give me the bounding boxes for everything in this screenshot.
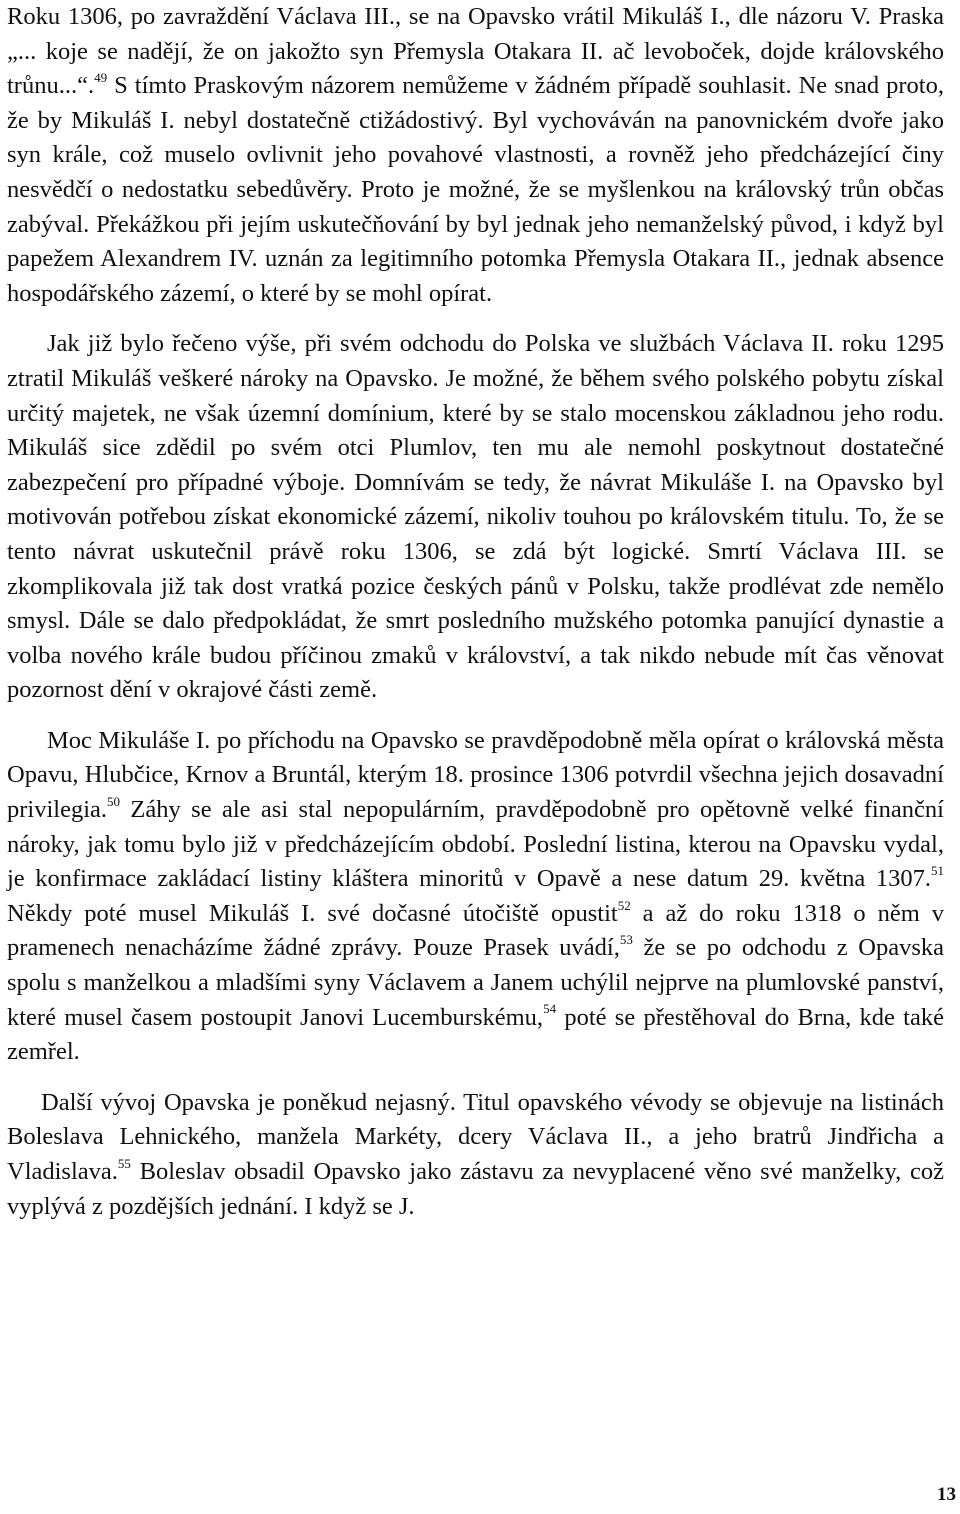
- paragraph-text: S tímto Praskovým názorem nemůžeme v žádném případě souhlasit. Ne snad proto, že by Mikuláš I. nebyl dostatečně ctižádostivý. Byl vychováván na panovnickém dvoře jako syn krále, což muselo ovlivnit jeho povahové vlastnosti, a rovněž jeho předcházející činy nesvědčí o nedostatku sebedůvěry. Proto je možné, že se myšlenkou na královský trůn občas zabýval. Překážkou při jejím uskutečňování by byl jednak jeho nemanželský původ, i když byl papežem Alexandrem IV. uznán za legitimního potomka Přemysla Otakara II., jednak absence hospodářského zázemí, o které by se mohl opírat.: [7, 72, 944, 307]
- footnote-ref-55[interactable]: 55: [117, 1155, 131, 1171]
- paragraph-4: [7, 1086, 944, 1224]
- page-number: 13: [937, 1484, 956, 1505]
- footnote-ref-52[interactable]: 52: [617, 897, 631, 913]
- footnote-ref-50[interactable]: 50: [107, 793, 121, 809]
- footnote-ref-51[interactable]: 51: [931, 863, 944, 879]
- paragraph-1: [7, 0, 944, 311]
- paragraph-text: Jak již bylo řečeno výše, při svém odchodu do Polska ve službách Václava II. roku 1295 ztratil Mikuláš veškeré nároky na Opavsko. Je možné, že během svého polského pobytu získal určitý majetek, ne však územní domínium, které by se stalo mocenskou základnou jeho rodu. Mikuláš sice zdědil po svém otci Plumlov, ten mu ale nemohl poskytnout dostatečné zabezpečení pro případné výboje. Domnívám se tedy, že návrat Mikuláše I. na Opavsko byl motivován potřebou získat ekonomické zázemí, nikoliv touhou po královském titulu. To, že se tento návrat uskutečnil právě roku 1306, se zdá být logické. Smrtí Václava III. se zkomplikovala již tak dost vratká pozice českých pánů v Polsku, takže prodlévat zde nemělo smysl. Dále se dalo předpokládat, že smrt posledního mužského potomka panující dynastie a volba nového krále budou příčinou zmaků v království, a tak nikdo nebude mít čas věnovat pozornost dění v okrajové části země.: [7, 330, 944, 704]
- paragraph-text: Moc Mikuláše I. po příchodu na Opavsko se pravděpodobně měla opírat o královská města Opavu, Hlubčice, Krnov a Bruntál, kterým 18. prosince 1306 potvrdil všechna jejich dosavadní privilegia.: [7, 726, 944, 824]
- paragraph-text: poté se přestěhoval do Brna, kde také zemřel.: [7, 1003, 944, 1066]
- paragraph-text: Někdy poté musel Mikuláš I. své dočasné útočiště opustit: [7, 899, 618, 927]
- paragraph-2: [7, 327, 944, 708]
- footnote-ref-49[interactable]: 49: [94, 70, 108, 86]
- paragraph-text: Další vývoj Opavska je poněkud nejasný. Titul opavského vévody se objevuje na listinách Boleslava Lehnického, manžela Markéty, dcery Václava II., a jeho bratrů Jindřicha a Vladislava.: [7, 1088, 944, 1185]
- page-body: [7, 0, 944, 1224]
- paragraph-text: Záhy se ale asi stal nepopulárním, pravděpodobně pro opětovně velké finanční nároky, jak tomu bylo již v předcházejícím období. Poslední listina, kterou na Opavsku vydal, je konfirmace zakládací listiny kláštera minoritů v Opavě a nese datum 29. května 1307.: [7, 796, 944, 893]
- paragraph-3: [7, 724, 944, 1070]
- paragraph-text: že se po odchodu z Opavska spolu s manželkou a mladšími syny Václavem a Janem uchýlil nejprve na plumlovské panství, které musel časem postoupit Janovi Lucemburskému,: [7, 934, 944, 1031]
- footnote-ref-54[interactable]: 54: [543, 1001, 557, 1017]
- paragraph-text: Roku 1306, po zavraždění Václava III., se na Opavsko vrátil Mikuláš I., dle názoru V. Praska „... koje se nadějí, že on jakožto syn Přemysla Otakara II. ač levoboček, dojde královského trůnu...“.: [7, 3, 944, 100]
- paragraph-text: a až do roku 1318 o něm v pramenech nenacházíme žádné zprávy. Pouze Prasek uvádí,: [7, 899, 944, 962]
- footnote-ref-53[interactable]: 53: [619, 932, 633, 948]
- paragraph-text: Boleslav obsadil Opavsko jako zástavu za nevyplacené věno své manželky, což vyplývá z pozdějších jednání. I když se J.: [7, 1158, 944, 1220]
